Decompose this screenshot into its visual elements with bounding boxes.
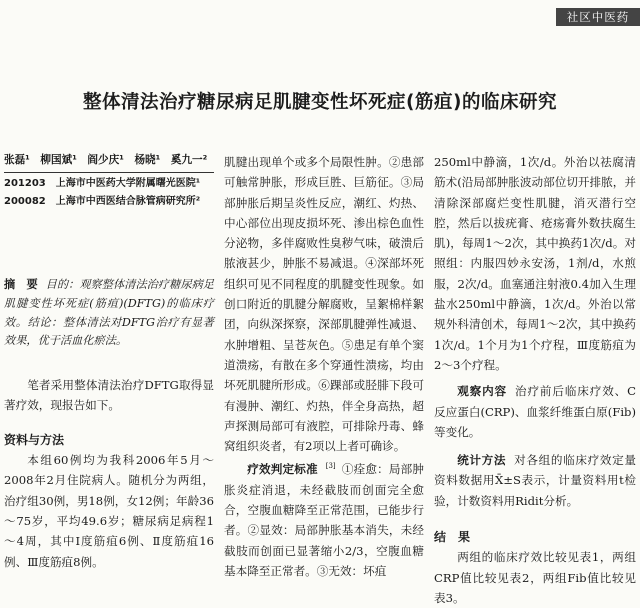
efficacy-paragraph <box>224 456 424 581</box>
abstract-text: 目的：观察整体清法治疗糖尿病足肌腱变性坏死症(筋疽)(DFTG)的临床疗效。结论：整体清法对DFTG治疗有显著效果，优于活血化瘀法。 <box>4 278 214 348</box>
abstract <box>4 276 214 351</box>
statistics-label: 统计方法 <box>457 453 507 468</box>
abstract-label: 摘 要 <box>4 278 38 291</box>
observation-paragraph <box>434 381 636 442</box>
column-left <box>4 152 214 572</box>
column-middle <box>224 152 424 581</box>
section-tag: 社区中医药 <box>556 8 640 26</box>
author-list: 张磊¹ 柳国斌¹ 阎少庆¹ 杨晓¹ 奚九一² <box>4 154 208 166</box>
article-title: 整体清法治疗糖尿病足肌腱变性坏死症(筋疽)的临床研究 <box>83 92 557 113</box>
methods-paragraph: 本组60例均为我科2006年5月～2008年2月住院病人。随机分为两组，治疗组30例，男18例，女12例；年龄36～75岁，平均49.6岁；糖尿病足病程1～4周，其中Ⅰ度筋疽6例、Ⅱ度筋疽16例、Ⅲ度筋疽8例。 <box>4 453 214 569</box>
observation-label: 观察内容 <box>457 384 508 399</box>
efficacy-label: 疗效判定标准 <box>247 462 318 477</box>
affiliation-1: 201203 上海市中医药大学附属曙光医院¹ <box>4 178 201 189</box>
affiliation-2: 200082 上海市中西医结合脉管病研究所² <box>4 195 201 207</box>
author-divider <box>4 172 214 173</box>
efficacy-ref: [3] <box>325 462 336 471</box>
statistics-paragraph <box>434 450 636 511</box>
heading-methods: 资料与方法 <box>4 432 65 447</box>
statistics-text: 对各组的临床疗效定量资料数据用X̄±S表示，计量资料用t检验，计数资料用Ridit分析。 <box>434 453 636 508</box>
column-right <box>434 152 636 608</box>
results-paragraph: 两组的临床疗效比较见表1，两组CRP值比较见表2，两组Fib值比较见表3。 <box>434 550 636 605</box>
diagnosis-paragraph: 肌腱出现单个或多个局限性肿。②患部可触常肿胀，形成巨胜、巨筋征。③局部肿胀后期呈炎性反应，潮红、灼热、中心部位出现皮损坏死、渗出棕色血性分泌物，多伴腐败性臭秽气味，破溃后脓液甚少，肿胀不易减退。④深部坏死组织可见不同程度的肌腱变性现象。如创口附近的肌腱分解腐败，呈絮棉样絮团，向纵深探察，深部肌腱弹性减退、水肿增粗、呈苍灰色。⑤患足有单个窦道溃疡，有散在多个穿通性溃疡，均由坏死肌腱所形成。⑥踝部或胫腓下段可有漫肿、潮红、灼热，伴全身高热，超声探测局部可有液腔，可排除丹毒、蜂窝组织炎者，有2项以上者可确诊。 <box>224 155 424 454</box>
observation-text: 治疗前后临床疗效、C反应蛋白(CRP)、血浆纤维蛋白原(Fib)等变化。 <box>434 384 636 439</box>
efficacy-text: ①痊愈：局部肿胀炎症消退，未经截肢而创面完全愈合，空腹血糖降至正常范围，已能步行者。②显效：局部肿胀基本消失，未经截肢而创面已显著缩小2/3，空腹血糖基本降至正常者。③无效：坏疽 <box>224 462 424 578</box>
heading-results: 结 果 <box>434 530 471 545</box>
treatment-paragraph: 250ml中静滴，1次/d。外治以祛腐清筋术(沿局部肿胀波动部位切开排脓，并清除深部腐烂变性肌腱，消灭潜行空腔，然后以拔疣膏、疮疡膏外数扶腐生肌)，每周1～2次，其中换药1次/d。对照组：内服四妙永安汤，1剂/d，水煎服，2次/d。血塞通注射液0.4加入生理盐水250ml中静滴，1次/d。外治以常规外科清创术，每周1～2次，其中换药1次/d。1个月为1个疗程，Ⅲ度筋疽为2～3个疗程。 <box>434 155 636 372</box>
intro-paragraph: 笔者采用整体清法治疗DFTG取得显著疗效，现报告如下。 <box>4 378 214 413</box>
